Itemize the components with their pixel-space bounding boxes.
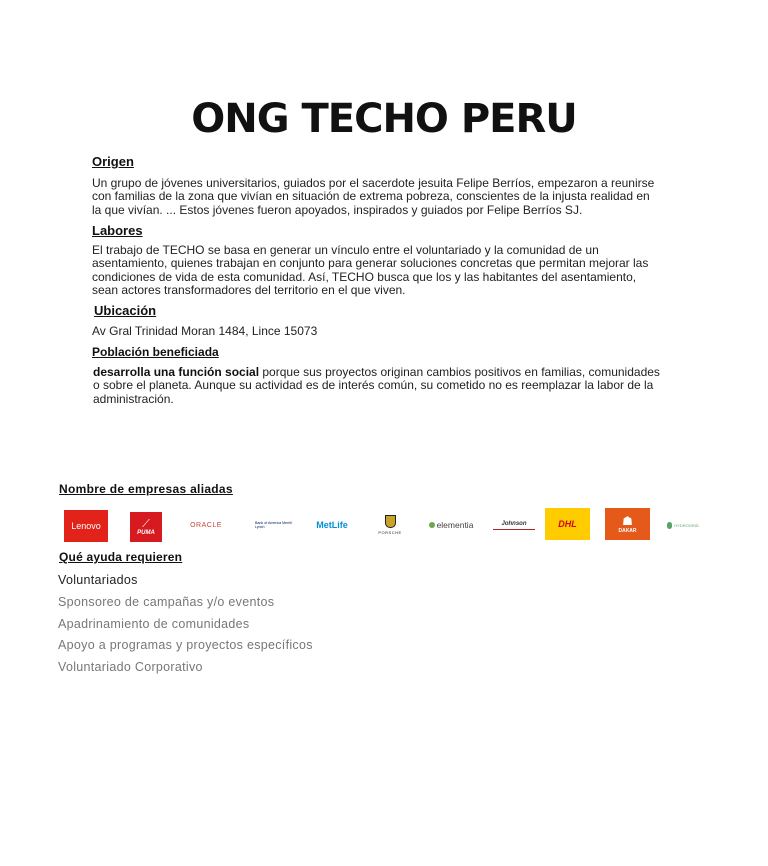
- labores-heading: Labores: [92, 223, 143, 238]
- list-item: Voluntariado Corporativo: [58, 660, 203, 675]
- porsche-logo: PORSCHE: [372, 508, 408, 542]
- elementia-logo: elementia: [428, 508, 474, 542]
- dhl-logo: DHL: [545, 508, 590, 540]
- poblacion-bold-text: desarrolla una función social: [93, 365, 260, 379]
- ubicacion-text: Av Gral Trinidad Moran 1484, Lince 15073: [92, 324, 318, 338]
- list-item: Apadrinamiento de comunidades: [58, 616, 250, 631]
- origen-heading: Origen: [92, 154, 134, 169]
- poblacion-rest-text: porque sus proyectos originan cambios positivos en familias, comunidades o sobre el planeta. Aunque su actividad es de interés común, su cometido no es reemplazar la labor de la administración.: [93, 365, 660, 406]
- empresas-heading: Nombre de empresas aliadas: [59, 482, 233, 496]
- dakar-figure-icon: ☗: [622, 513, 633, 528]
- page-title: ONG TECHO PERU: [191, 96, 577, 142]
- elementia-dot-icon: [429, 522, 435, 528]
- origen-text: Un grupo de jóvenes universitarios, guiados por el sacerdote jesuita Felipe Berríos, empezaron a reunirse con familias de la zona que vivían en situación de extrema pobreza, conscientes de la injusta realidad en la que vivían. ... Estos jóvenes fueron apoyados, inspirados y guiados por Felipe Berríos SJ.: [92, 176, 655, 217]
- hydrogrid-logo: HYDROGRID: [660, 508, 706, 542]
- list-item: Voluntariados: [58, 573, 138, 587]
- puma-logo: ⟋ PUMA: [130, 512, 162, 542]
- hydrogrid-drop-icon: [667, 522, 672, 529]
- list-item: Sponsoreo de campañas y/o eventos: [58, 594, 275, 609]
- partner-logos: [60, 508, 710, 544]
- johnson-line: [493, 529, 535, 530]
- ayuda-heading: Qué ayuda requieren: [59, 550, 183, 564]
- labores-text: El trabajo de TECHO se basa en generar un vínculo entre el voluntariado y la comunidad de un asentamiento, quienes trabajan en conjunto para generar soluciones concretas que permitan mejorar las condiciones de vida de esta comunidad. Así, TECHO busca que los y las habitantes del asentamiento, sean actores transformadores del territorio en el que viven.: [92, 243, 649, 298]
- porsche-crest-icon: [385, 515, 396, 528]
- poblacion-heading: Población beneficiada: [92, 345, 219, 359]
- bank-of-america-logo: Bank of America Merrill Lynch: [254, 508, 294, 542]
- help-list: [58, 571, 313, 680]
- lenovo-logo: Lenovo: [64, 510, 108, 542]
- poblacion-text: [93, 366, 663, 406]
- ubicacion-heading: Ubicación: [94, 303, 157, 318]
- puma-cat-icon: ⟋: [142, 518, 150, 530]
- dakar-logo: ☗ DAKAR: [605, 508, 650, 540]
- metlife-logo: MetLife: [312, 508, 352, 542]
- johnson-logo: Johnson: [492, 512, 536, 538]
- list-item: Apoyo a programas y proyectos específicos: [58, 638, 313, 653]
- oracle-logo: ORACLE: [184, 508, 228, 542]
